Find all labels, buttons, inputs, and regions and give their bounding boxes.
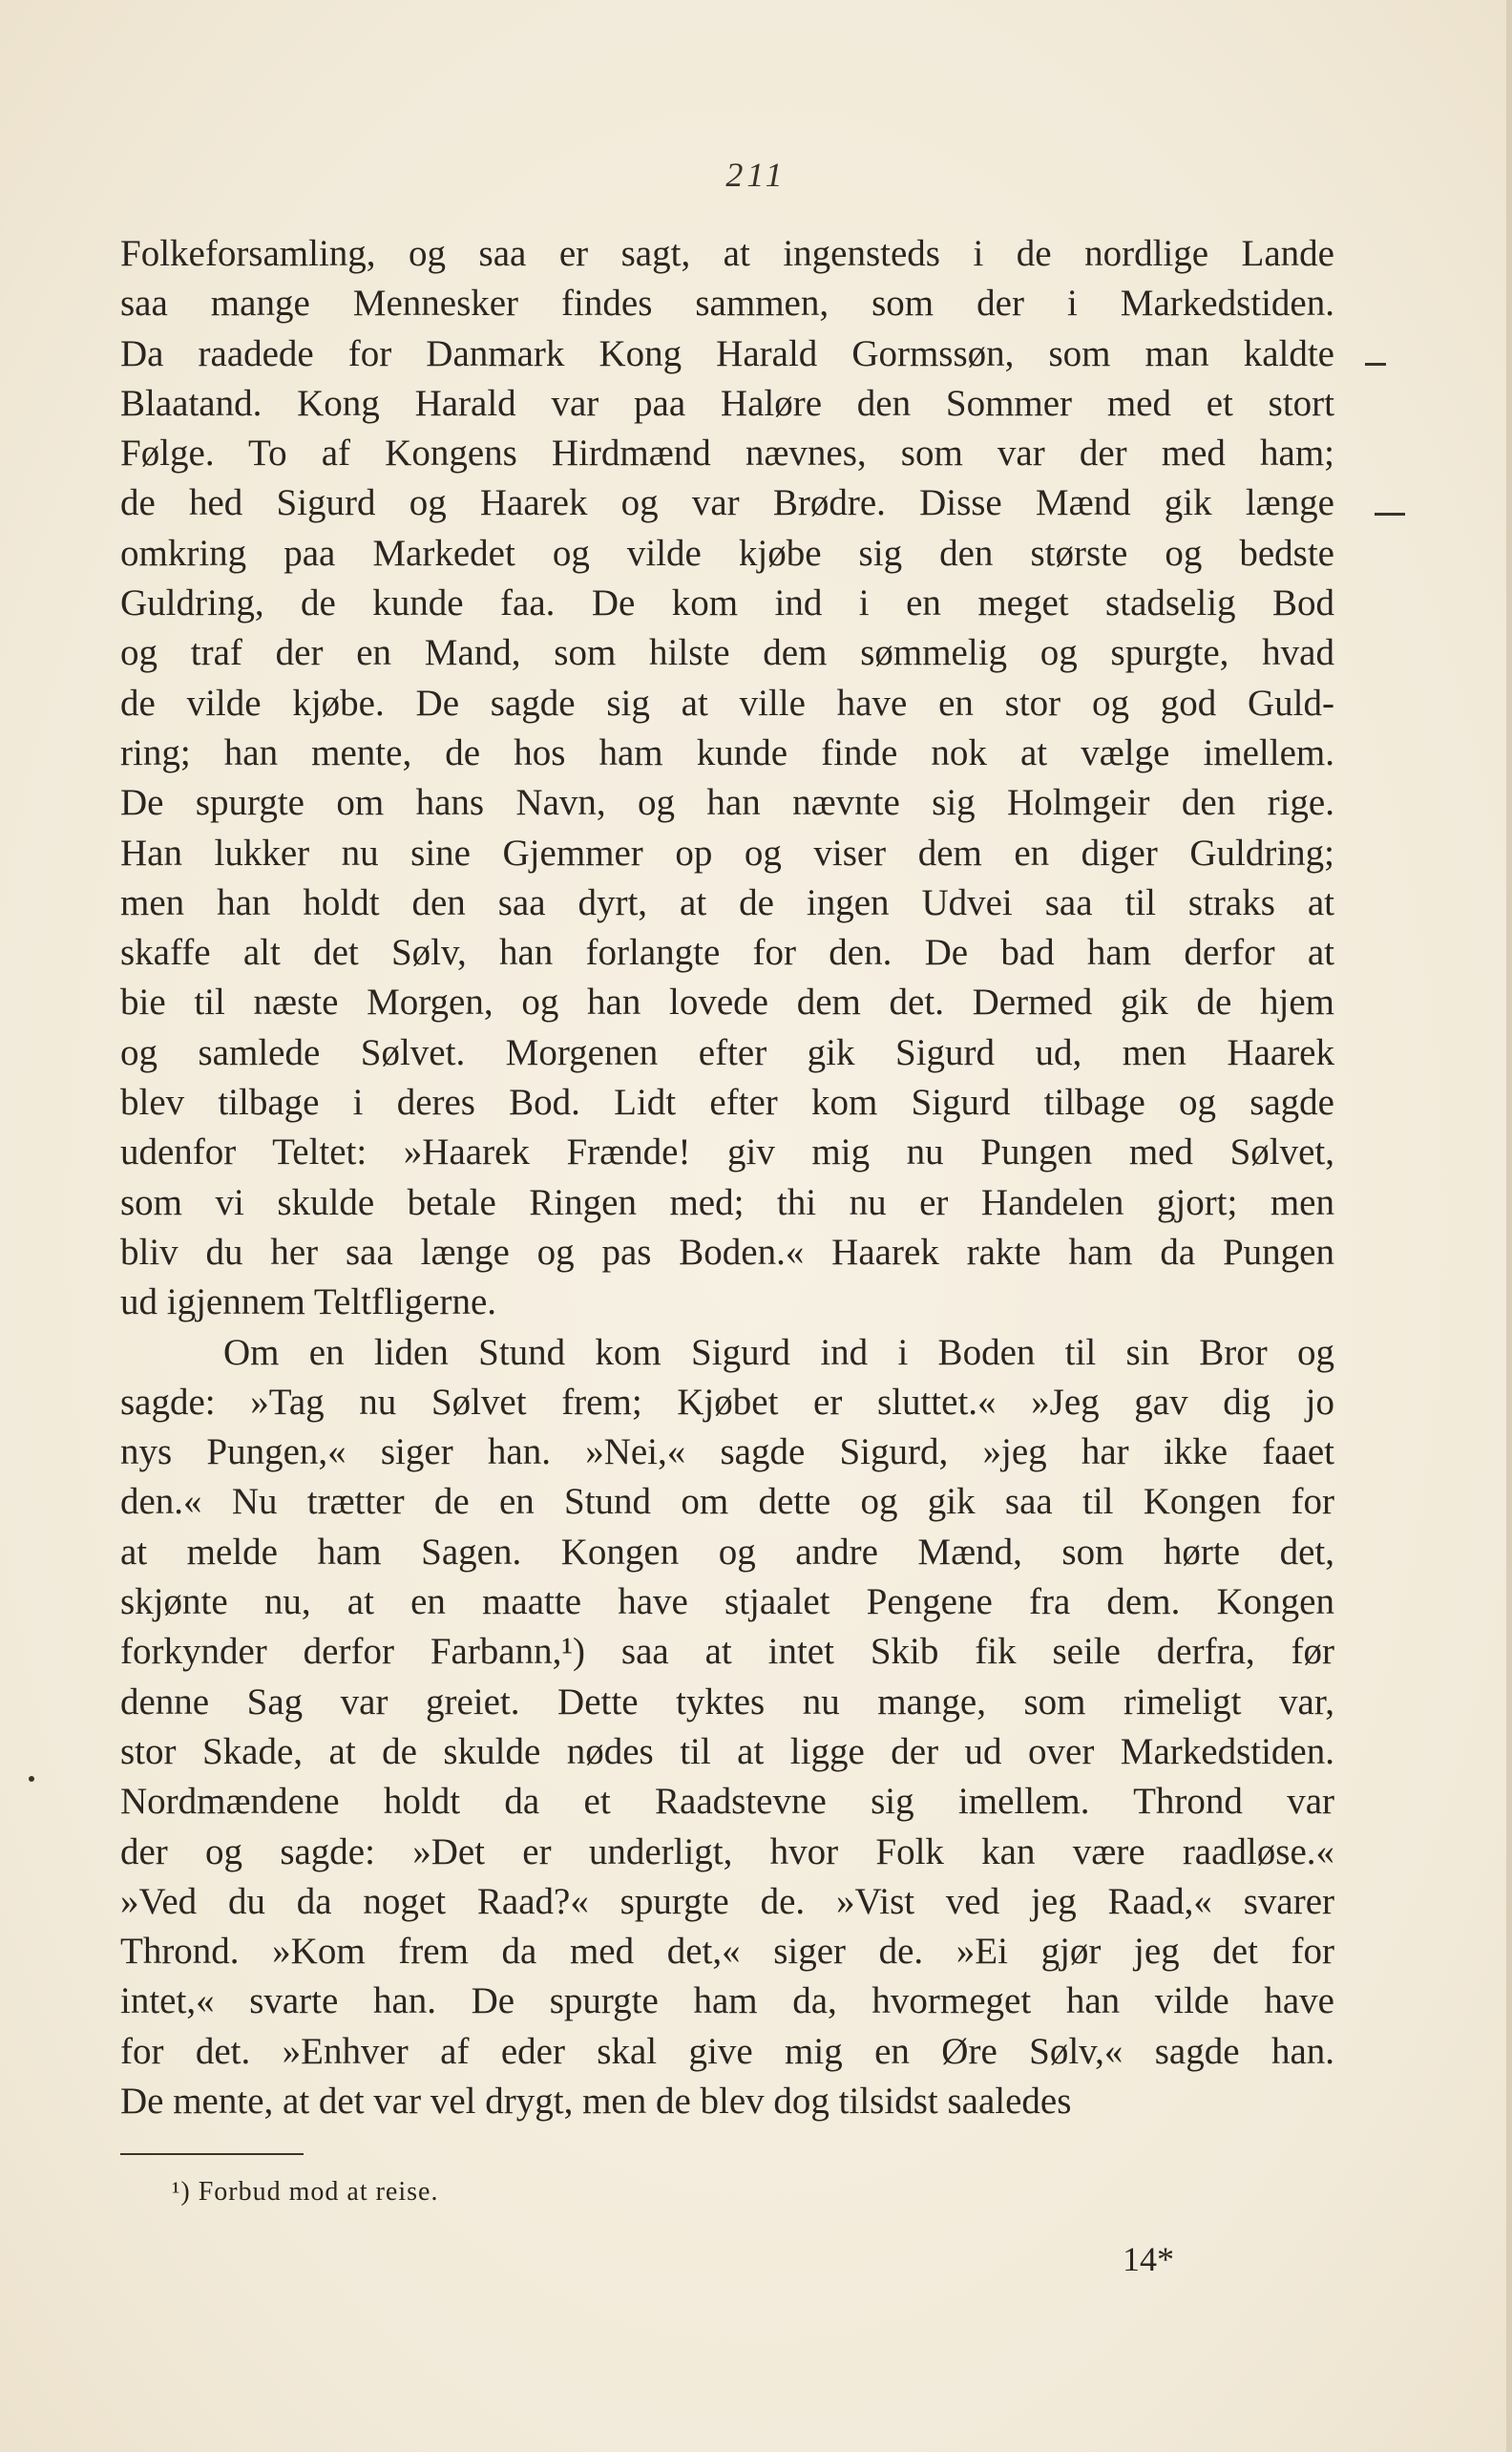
text-line: sagde: »Tag nu Sølvet frem; Kjøbet er sluttet.« »Jeg gav dig jo bbox=[120, 1381, 1334, 1423]
text-line: forkynder derfor Farbann,¹) saa at intet Skib fik seile derfra, før bbox=[120, 1631, 1334, 1673]
text-line: skjønte nu, at en maatte have stjaalet Pengene fra dem. Kongen bbox=[120, 1581, 1334, 1623]
text-line: skaffe alt det Sølv, han forlangte for den. De bad ham derfor at bbox=[120, 932, 1334, 974]
text-line: Thrond. »Kom frem da med det,« siger de. »Ei gjør jeg det for bbox=[120, 1931, 1334, 1973]
text-line: bliv du her saa længe og pas Boden.« Haarek rakte ham da Pungen bbox=[120, 1231, 1334, 1273]
text-line: blev tilbage i deres Bod. Lidt efter kom Sigurd tilbage og sagde bbox=[120, 1082, 1334, 1124]
text-line: ud igjennem Teltfligerne. bbox=[120, 1281, 497, 1323]
page-number: 211 bbox=[725, 156, 787, 194]
signature-mark: 14* bbox=[1123, 2240, 1174, 2278]
ink-speck bbox=[29, 1776, 34, 1782]
paragraph-2 bbox=[120, 1328, 1334, 2127]
text-line: Folkeforsamling, og saa er sagt, at ingensteds i de nordlige Lande bbox=[120, 233, 1334, 274]
text-line: De mente, at det var vel drygt, men de blev dog tilsidst saaledes bbox=[120, 2080, 1072, 2122]
footnote-rule bbox=[120, 2153, 304, 2155]
text-line: at melde ham Sagen. Kongen og andre Mænd, som hørte det, bbox=[120, 1531, 1334, 1573]
footnote: ¹) Forbud mod at reise. bbox=[172, 2177, 439, 2207]
text-line: men han holdt den saa dyrt, at de ingen Udvei saa til straks at bbox=[120, 881, 1334, 923]
text-line: og samlede Sølvet. Morgenen efter gik Sigurd ud, men Haarek bbox=[120, 1031, 1334, 1073]
text-line: intet,« svarte han. De spurgte ham da, hvormeget han vilde have bbox=[120, 1980, 1334, 2022]
margin-mark bbox=[1365, 363, 1386, 366]
text-line: og traf der en Mand, som hilste dem sømmelig og spurgte, hvad bbox=[120, 632, 1334, 674]
body-text bbox=[120, 229, 1334, 2126]
text-line: Om en liden Stund kom Sigurd ind i Boden til sin Bror og bbox=[223, 1331, 1334, 1373]
text-line: Nordmændene holdt da et Raadstevne sig imellem. Thrond var bbox=[120, 1781, 1334, 1823]
text-line: de hed Sigurd og Haarek og var Brødre. Disse Mænd gik længe bbox=[120, 482, 1334, 524]
text-line: De spurgte om hans Navn, og han nævnte sig Holmgeir den rige. bbox=[120, 782, 1334, 824]
text-line: omkring paa Markedet og vilde kjøbe sig den største og bedste bbox=[120, 532, 1334, 574]
text-line: udenfor Teltet: »Haarek Frænde! giv mig nu Pungen med Sølvet, bbox=[120, 1131, 1334, 1173]
text-line: den.« Nu trætter de en Stund om dette og gik saa til Kongen for bbox=[120, 1481, 1334, 1523]
text-line: saa mange Mennesker findes sammen, som der i Markedstiden. bbox=[120, 283, 1334, 325]
text-line: denne Sag var greiet. Dette tyktes nu mange, som rimeligt var, bbox=[120, 1680, 1334, 1723]
text-line: bie til næste Morgen, og han lovede dem det. Dermed gik de hjem bbox=[120, 982, 1334, 1024]
text-line: Blaatand. Kong Harald var paa Haløre den Sommer med et stort bbox=[120, 382, 1334, 424]
text-line: Følge. To af Kongens Hirdmænd nævnes, som var der med ham; bbox=[120, 433, 1334, 475]
text-line: stor Skade, at de skulde nødes til at ligge der ud over Markedstiden. bbox=[120, 1730, 1334, 1772]
text-line: »Ved du da noget Raad?« spurgte de. »Vist ved jeg Raad,« svarer bbox=[120, 1880, 1334, 1922]
text-line: nys Pungen,« siger han. »Nei,« sagde Sigurd, »jeg har ikke faaet bbox=[120, 1431, 1334, 1473]
text-line: for det. »Enhver af eder skal give mig en Øre Sølv,« sagde han. bbox=[120, 2030, 1334, 2072]
text-line: Da raadede for Danmark Kong Harald Gormssøn, som man kaldte bbox=[120, 332, 1334, 374]
page-edge bbox=[1506, 0, 1512, 2452]
text-line: som vi skulde betale Ringen med; thi nu er Handelen gjort; men bbox=[120, 1181, 1334, 1223]
text-line: ring; han mente, de hos ham kunde finde nok at vælge imellem. bbox=[120, 731, 1334, 773]
text-line: de vilde kjøbe. De sagde sig at ville have en stor og god Guld- bbox=[120, 682, 1334, 724]
paragraph-1 bbox=[120, 229, 1334, 1328]
text-line: der og sagde: »Det er underligt, hvor Folk kan være raadløse.« bbox=[120, 1830, 1334, 1872]
text-line: Han lukker nu sine Gjemmer op og viser dem en diger Guldring; bbox=[120, 832, 1334, 874]
margin-mark bbox=[1375, 513, 1405, 516]
text-line: Guldring, de kunde faa. De kom ind i en meget stadselig Bod bbox=[120, 582, 1334, 624]
